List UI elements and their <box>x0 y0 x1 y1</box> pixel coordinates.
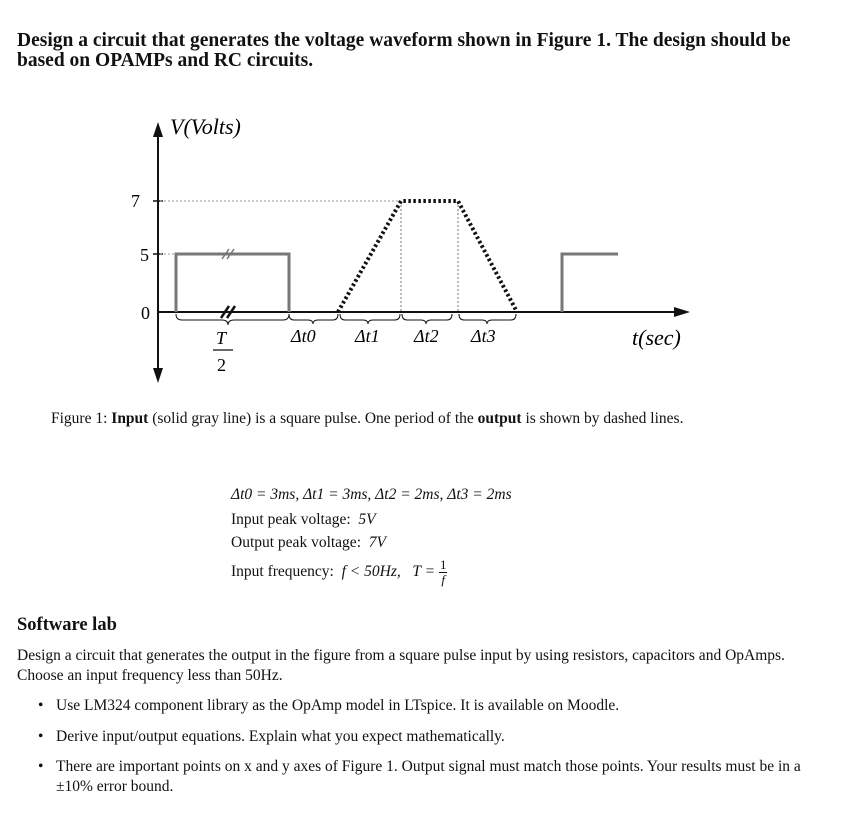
label-dt0: Δt0 <box>291 326 316 346</box>
input-pulse-1 <box>176 254 289 312</box>
caption-prefix: Figure 1: <box>51 410 112 427</box>
param-frequency <box>231 558 447 587</box>
y-axis-arrow-up <box>153 122 163 137</box>
figure-1 <box>0 0 856 400</box>
brace-half-period <box>176 314 289 325</box>
section-title: Software lab <box>17 615 117 635</box>
bullet-symbol: • <box>38 727 44 745</box>
bullet-symbol: • <box>38 758 44 775</box>
caption-mid: (solid gray line) is a square pulse. One period of the <box>148 410 478 427</box>
figure-caption <box>51 410 831 428</box>
bullet-text: Use LM324 component library as the OpAmp model in LTspice. It is available on Moodle. <box>56 697 620 714</box>
caption-output: output <box>477 410 522 427</box>
x-axis-arrow <box>674 307 690 317</box>
half-period-den: 2 <box>217 355 226 375</box>
requirements-list <box>38 696 818 807</box>
caption-suffix: is shown by dashed lines. <box>521 410 684 427</box>
brace-dt2 <box>402 314 452 324</box>
bullet-text: There are important points on x and y axes of Figure 1. Output signal must match those points. Your results must be in a ±10% error bound. <box>56 758 801 795</box>
period-fraction <box>439 558 448 587</box>
label-dt2: Δt2 <box>414 326 439 346</box>
param-output-peak <box>231 534 386 552</box>
input-pulse-2 <box>562 254 618 312</box>
input-peak-label: Input peak voltage: <box>231 511 351 528</box>
deltas-text: Δt0 = 3ms, Δt1 = 3ms, Δt2 = 2ms, Δt3 = 2ms <box>231 486 512 503</box>
output-peak-label: Output peak voltage: <box>231 534 361 551</box>
list-item <box>38 757 818 796</box>
list-item <box>38 696 818 716</box>
period-num: 1 <box>439 557 447 572</box>
period-lhs: T = <box>412 563 436 581</box>
bullet-text: Derive input/output equations. Explain what you expect mathematically. <box>56 727 505 745</box>
y-axis-arrow-down <box>153 368 163 383</box>
half-period-num: T <box>216 328 227 348</box>
brace-dt1 <box>340 314 400 324</box>
param-deltas <box>231 486 512 504</box>
freq-label: Input frequency: <box>231 563 334 581</box>
caption-input: Input <box>111 410 149 427</box>
x-axis-label: t(sec) <box>632 325 681 350</box>
param-input-peak <box>231 511 376 529</box>
brace-dt0 <box>289 314 338 324</box>
lab-description: Design a circuit that generates the output in the figure from a square pulse input by using resistors, capacitors and OpAmps. Choose an input frequency less than 50Hz. <box>17 647 785 684</box>
list-item <box>38 727 818 747</box>
bullet-symbol: • <box>38 697 44 714</box>
output-peak-value: 7V <box>368 534 386 551</box>
label-dt3: Δt3 <box>471 326 496 346</box>
output-waveform <box>338 201 517 312</box>
problem-heading: Design a circuit that generates the voltage waveform shown in Figure 1. The design should be based on OPAMPs and RC circuits. <box>17 30 791 71</box>
y-axis-label: V(Volts) <box>170 114 241 139</box>
period-den: f <box>441 572 445 587</box>
brace-dt3 <box>459 314 516 324</box>
label-dt1: Δt1 <box>355 326 380 346</box>
input-peak-value: 5V <box>358 511 376 528</box>
freq-value: f < 50Hz, <box>341 563 401 581</box>
y-tick-7: 7 <box>131 191 140 211</box>
y-tick-5: 5 <box>140 245 149 265</box>
y-tick-0: 0 <box>141 303 150 323</box>
